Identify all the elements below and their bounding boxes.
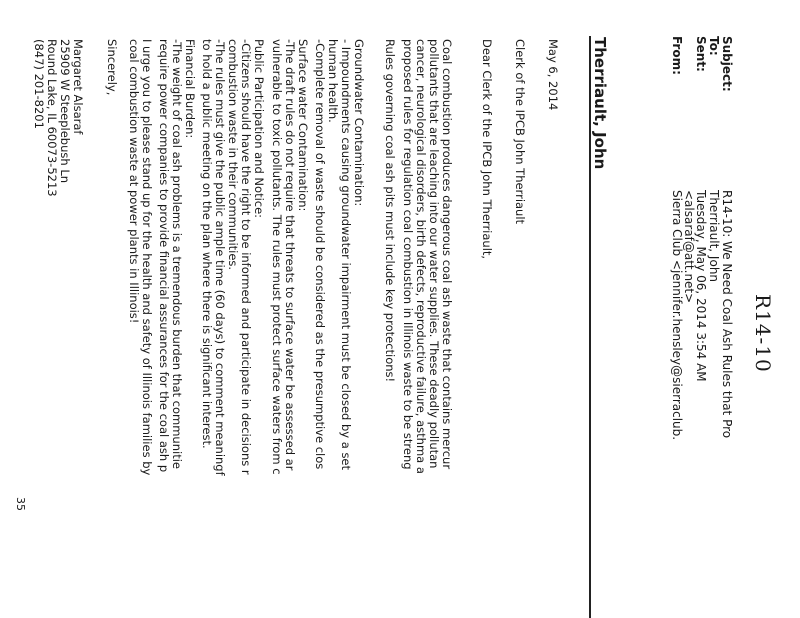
text-line: -Complete removal of waste should be considered as the presumptive clos xyxy=(313,39,327,470)
rules-intro: Rules governing coal ash pits must include key protections! xyxy=(383,39,397,383)
signer-phone: (847) 201-8201 xyxy=(32,39,46,129)
subject-label: Subject: xyxy=(720,36,734,92)
subject-value: R14-10: We Need Coal Ash Rules that Pro xyxy=(720,190,734,439)
text-line: human health. xyxy=(326,39,340,123)
letter-salutation: Dear Clerk of the IPCB John Therriault, xyxy=(480,39,494,260)
text-line: coal combustion waste at power plants in Illinois! xyxy=(127,39,141,324)
to-label: To: xyxy=(707,36,721,56)
section-heading: Public Participation and Notice: xyxy=(252,39,266,219)
groundwater-section xyxy=(313,39,365,470)
page-number: 35 xyxy=(14,497,27,511)
text-line: to hold a public meeting on the plan where there is significant interest. xyxy=(200,39,214,449)
header-rule xyxy=(589,36,591,618)
signer-street: 25909 W Steeplebush Ln xyxy=(58,39,72,184)
text-line: Coal combustion produces dangerous coal ash waste that contains mercur xyxy=(440,39,454,470)
text-line: -The draft rules do not require that threats to surface water be assessed ar xyxy=(283,39,297,471)
sender-name: Therriault, John xyxy=(591,37,609,170)
intro-paragraph xyxy=(401,39,453,474)
public-participation-section xyxy=(200,39,265,476)
from-value: Sierra Club <jennifer.hensley@sierraclub. xyxy=(670,190,684,441)
text-line: combustion waste in their communities. xyxy=(226,39,240,271)
from-label: From: xyxy=(670,36,684,75)
text-line: cancer, neurological disorders, birth defects, reproductive failure, asthma a xyxy=(414,39,428,474)
document-code: R14-10 xyxy=(751,294,775,373)
text-line: vulnerable to toxic pollutants. The rules must protect surface waters from c xyxy=(270,39,284,475)
signature-block xyxy=(32,39,84,197)
signer-city: Round Lake, IL 60073-5213 xyxy=(45,39,59,197)
to-value: Therriault, John xyxy=(707,190,721,283)
letter-recipient: Clerk of the IPCB John Therriault xyxy=(513,39,527,225)
text-line: I urge you to please stand up for the health and safety of Illinois families by xyxy=(140,39,154,476)
text-line: pollutants that are leaching into our water supplies. These deadly pollutan xyxy=(427,39,441,469)
surface-water-section xyxy=(270,39,309,475)
text-line: proposed rules for regulation coal combustion in Illinois waste to be streng xyxy=(401,39,415,470)
text-line: require power companies to provide financial assurances for the coal ash p xyxy=(157,39,171,473)
sent-value: Tuesday, May 06, 2014 3:54 AM xyxy=(694,190,708,382)
text-line: - Impoundments causing groundwater impairment must be closed by a set xyxy=(339,39,353,471)
sign-off: Sincerely, xyxy=(105,39,119,96)
closing-paragraph xyxy=(127,39,153,475)
financial-burden-section xyxy=(157,39,196,472)
text-line: -The weight of coal ash problems is a tremendous burden that communitie xyxy=(170,39,184,469)
sent-label: Sent: xyxy=(694,36,708,72)
section-heading: Groundwater Contamination: xyxy=(352,39,366,207)
signer-name: Margaret Alsaraf xyxy=(71,39,85,135)
section-heading: Surface water Contamination: xyxy=(296,39,310,212)
from-value-2: <alsaraf@att.net> xyxy=(682,190,696,304)
letter-date: May 6, 2014 xyxy=(546,39,560,111)
section-heading: Financial Burden: xyxy=(183,39,197,139)
text-line: -Citizens should have the right to be informed and participate in decisions r xyxy=(239,39,253,475)
text-line: -The rules must give the public ample time (60 days) to comment meaningf xyxy=(213,39,227,476)
